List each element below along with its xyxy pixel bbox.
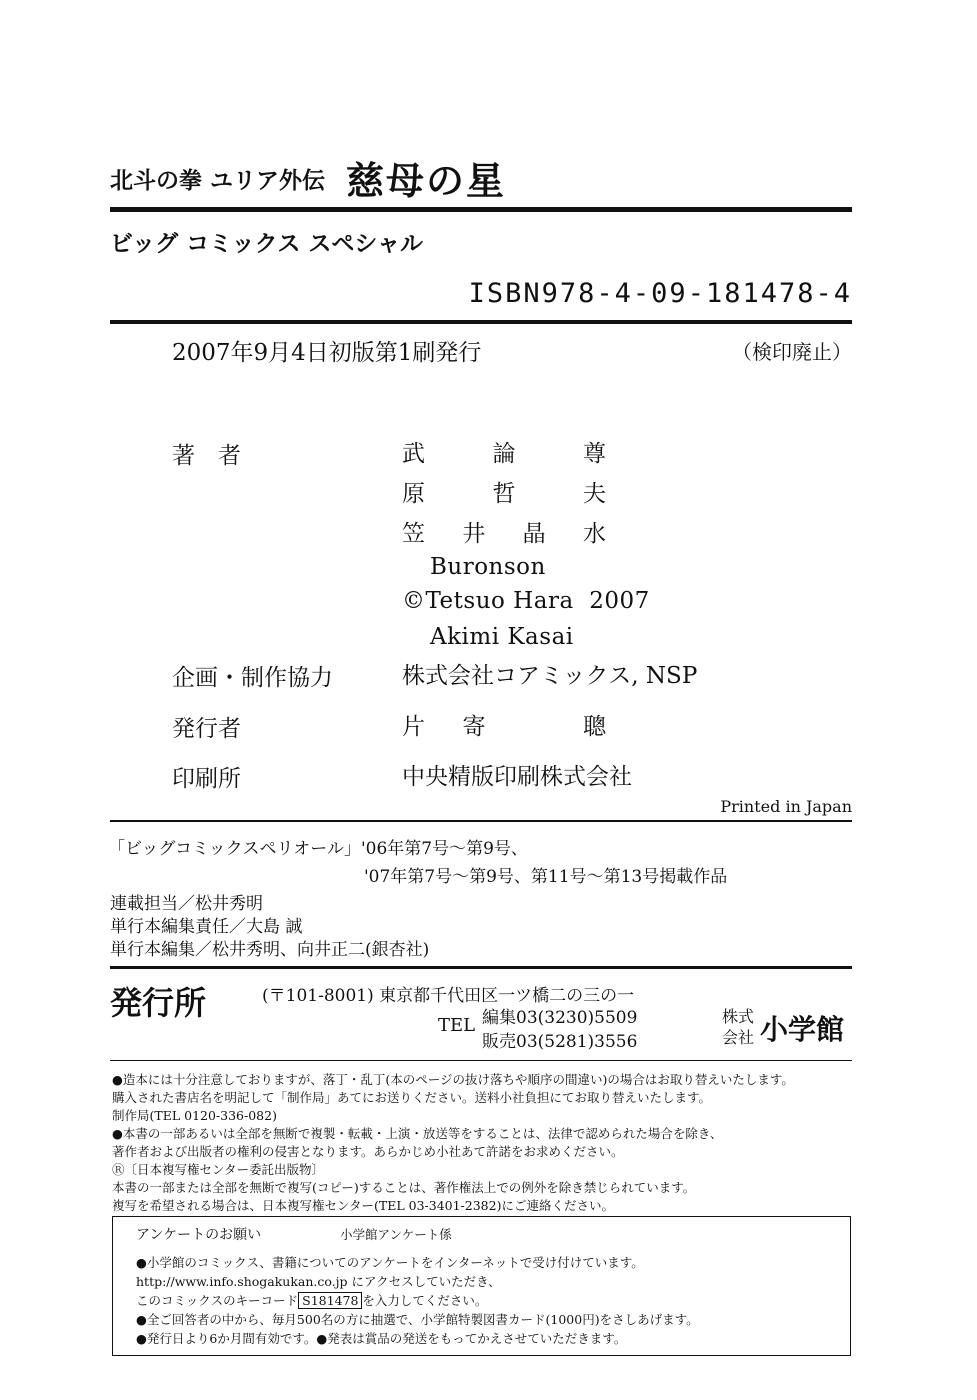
- author-name-char: 夫: [583, 481, 606, 507]
- author-name-char: 原: [402, 481, 425, 507]
- notice-line: 制作局(TEL 0120-336-082): [112, 1108, 277, 1123]
- survey-line: ●発行日より6か月間有効です。●発表は賞品の発送をもってかえさせていただきます。: [136, 1331, 627, 1346]
- publisher-name-char: 聰: [583, 714, 606, 740]
- publisher-name: [402, 708, 606, 741]
- staff-rule: [110, 966, 852, 969]
- imprint-label: ビッグ コミックス スペシャル: [110, 231, 423, 257]
- survey-line: [136, 1292, 487, 1311]
- survey-line: ●小学館のコミックス、書籍についてのアンケートをインターネットで受け付けています。: [136, 1255, 644, 1270]
- notice-line: 著作者および出版者の権利の侵害となります。あらかじめ小社あて許諾をお求めください。: [112, 1144, 624, 1159]
- author-name-3: [402, 515, 606, 548]
- author-label: 著 者: [172, 443, 241, 469]
- staff-line: 単行本編集責任／大島 誠: [110, 917, 303, 937]
- company-prefix-1: 株式: [722, 1007, 755, 1026]
- printer-value: 中央精版印刷株式会社: [402, 764, 632, 790]
- survey-keycode: S181478: [298, 1292, 362, 1309]
- serialization-line-2: '07年第7号〜第9号、第11号〜第13号掲載作品: [364, 867, 728, 887]
- planning-label: 企画・制作協力: [172, 665, 333, 691]
- company-prefix-2: 会社: [722, 1028, 755, 1047]
- notice-line: Ⓡ〔日本複写権センター委託出版物〕: [112, 1162, 325, 1177]
- author-name-char: 尊: [583, 441, 606, 467]
- publisher-name-char: 片: [402, 714, 425, 740]
- copyright-line: Buronson: [430, 554, 546, 580]
- series-title: 北斗の拳 ユリア外伝: [110, 168, 326, 194]
- office-rule: [110, 1060, 852, 1061]
- company-name: 小学館: [760, 1013, 845, 1046]
- author-name-2: [402, 475, 606, 508]
- publisher-address: (〒101-8001) 東京都千代田区一ツ橋二の三の一: [262, 986, 635, 1006]
- author-name-char: 笠: [402, 521, 425, 547]
- notice-line: ●造本には十分注意しておりますが、落丁・乱丁(本のページの抜け落ちや順序の間違い)の場合はお取り替えいたします。: [112, 1072, 794, 1087]
- publisher-office-label: 発行所: [110, 984, 207, 1022]
- survey-title: アンケートのお願い: [136, 1227, 262, 1243]
- author-name-char: 井: [462, 521, 486, 547]
- planning-value: 株式会社コアミックス, NSP: [402, 663, 698, 689]
- staff-line: 連載担当／松井秀明: [110, 894, 263, 914]
- isbn: ISBN978-4-09-181478-4: [468, 278, 852, 309]
- notice-line: ●本書の一部あるいは全部を無断で複製・転載・上演・放送等をすることは、法律で認められた場合を除き、: [112, 1126, 723, 1141]
- credits-rule: [110, 820, 852, 822]
- publisher-label: 発行者: [172, 716, 241, 742]
- tel-edit: 編集03(3230)5509: [482, 1008, 638, 1028]
- author-name-char: 水: [582, 521, 606, 547]
- title-rule: [110, 207, 852, 212]
- author-name-char: 晶: [522, 521, 546, 547]
- survey-dept: 小学館アンケート係: [340, 1227, 452, 1242]
- seal-note: （検印廃止）: [732, 340, 852, 364]
- printed-in: Printed in Japan: [720, 797, 852, 816]
- serialization-line-1: 「ビッグコミックスペリオール」'06年第7号〜第9号、: [108, 839, 528, 859]
- publisher-name-char: 寄: [462, 714, 486, 740]
- tel-sales: 販売03(5281)3556: [482, 1032, 638, 1052]
- copyright-line: ©Tetsuo Hara 2007: [402, 588, 650, 614]
- isbn-rule: [110, 320, 852, 324]
- author-name-char: 武: [402, 441, 425, 467]
- copyright-line: Akimi Kasai: [430, 624, 574, 650]
- survey-keycode-suffix: を入力してください。: [362, 1293, 488, 1308]
- survey-keycode-prefix: このコミックスのキーコード: [136, 1293, 299, 1308]
- author-name-1: [402, 435, 606, 468]
- issue-date: 2007年9月4日初版第1刷発行: [172, 340, 482, 366]
- notice-line: 複写を希望される場合は、日本複写権センター(TEL 03-3401-2382)にご連絡ください。: [112, 1198, 614, 1213]
- notice-line: 購入された書店名を明記して「制作局」あてにお送りください。送料小社負担にてお取り替えいたします。: [112, 1090, 712, 1105]
- printer-label: 印刷所: [172, 766, 241, 792]
- staff-line: 単行本編集／松井秀明、向井正二(銀杏社): [110, 940, 430, 960]
- notice-line: 本書の一部または全部を無断で複写(コピー)することは、著作権法上での例外を除き禁じられています。: [112, 1180, 696, 1195]
- tel-label: TEL: [438, 1015, 476, 1036]
- author-name-char: 論: [492, 441, 516, 467]
- survey-line: ●全ご回答者の中から、毎月500名の方に抽選で、小学館特製図書カード(1000円)をさしあげます。: [136, 1312, 699, 1327]
- author-name-char: 哲: [492, 481, 516, 507]
- survey-line: http://www.info.shogakukan.co.jp にアクセスしていただき、: [136, 1274, 501, 1289]
- book-title: 慈母の星: [346, 159, 507, 203]
